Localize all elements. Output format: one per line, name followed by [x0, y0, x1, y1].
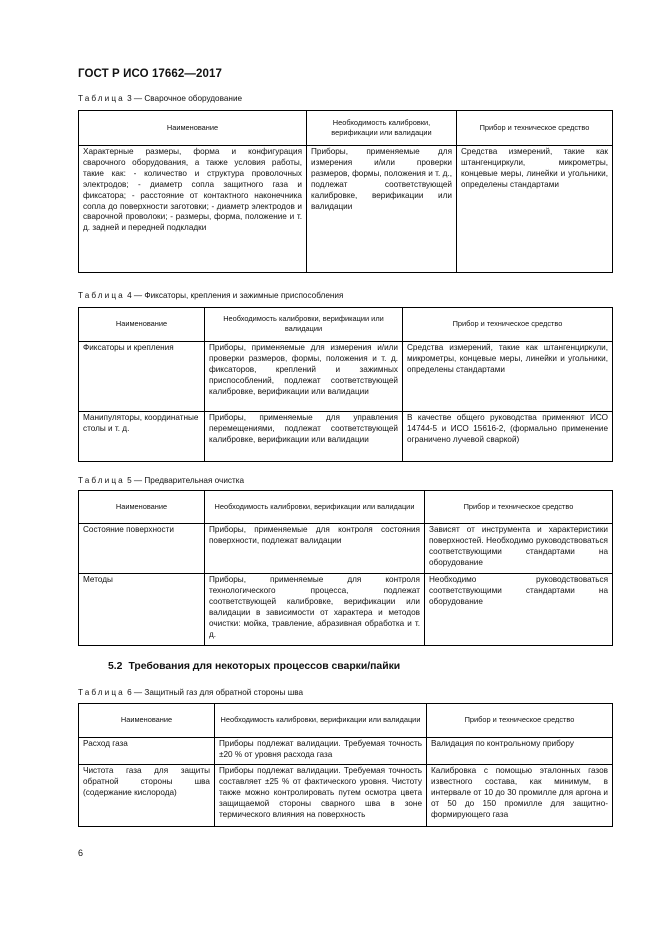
table4-header-row: [79, 308, 613, 342]
table6-header-row: [79, 704, 613, 738]
table4-row2-instrument: В качестве общего руководства применяют ИСО 14744-5 и ИСО 15616-2, (формально применение ограничено лучевой сваркой): [403, 412, 613, 462]
table-row: [79, 524, 613, 574]
table4-row2-name: Манипуляторы, координатные столы и т. д.: [79, 412, 205, 462]
table6-row2-necessity: Приборы подлежат валидации. Требуемая точность составляет ±25 % от фактического уровня. Чистоту также можно контролировать путем осмотра цвета защищаемой стороны сварного шва в зоне термического влияния на поверхность: [215, 765, 427, 827]
table3-header-instrument: Прибор и техническое средство: [457, 111, 613, 146]
table4-header-instrument: Прибор и техническое средство: [403, 308, 613, 342]
table3-caption-label: Таблица: [78, 94, 125, 103]
table6-row1-necessity: Приборы подлежат валидации. Требуемая точность ±20 % от уровня расхода газа: [215, 738, 427, 765]
table5: [78, 490, 613, 646]
table4: [78, 307, 613, 462]
table4-header-name: Наименование: [79, 308, 205, 342]
table6-row1-name: Расход газа: [79, 738, 215, 765]
table3-row1-instrument: Средства измерений, такие как штангенциркули, микрометры, концевые меры, линейки и угольники, определены стандартами: [457, 146, 613, 273]
table-row: [79, 738, 613, 765]
table3: [78, 110, 613, 273]
table5-row2-instrument: Необходимо руководствоваться соответствующими стандартами на оборудование: [425, 574, 613, 646]
table-row: [79, 765, 613, 827]
table4-caption-text: 4 — Фиксаторы, крепления и зажимные приспособления: [127, 291, 344, 300]
table5-caption-label: Таблица: [78, 476, 125, 485]
table4-row2-necessity: Приборы, применяемые для управления перемещениями, подлежат соответствующей калибровке, верификации или валидации: [205, 412, 403, 462]
table4-row1-necessity: Приборы, применяемые для измерения и/или проверки размеров, формы, положения и т. д. фиксаторов, креплений и зажимных приспособлений, подлежат соответствующей калибровке, верификации или валидации: [205, 342, 403, 412]
table6-caption-text: 6 — Защитный газ для обратной стороны шва: [127, 688, 304, 697]
table5-caption: [78, 476, 244, 485]
section-title: Требования для некоторых процессов сварки/пайки: [128, 661, 401, 672]
table3-row1-necessity: Приборы, применяемые для измерения и/или проверки размеров, формы, положения и т. д., подлежат соответствующей калибровке, верификации или валидации: [307, 146, 457, 273]
table5-header-row: [79, 491, 613, 524]
table5-header-instrument: Прибор и техническое средство: [425, 491, 613, 524]
table6-header-necessity: Необходимость калибровки, верификации или валидации: [215, 704, 427, 738]
table4-caption: [78, 291, 343, 300]
table5-row1-instrument: Зависят от инструмента и характеристики поверхностей. Необходимо руководствоваться соответствующими стандартами на оборудование: [425, 524, 613, 574]
table3-header-row: [79, 111, 613, 146]
table6-row2-instrument: Калибровка с помощью эталонных газов известного состава, как минимум, в интервале от 10 до 30 промилле для аргона и от 50 до 150 промилле для защитно-формирующего газа: [427, 765, 613, 827]
table5-row2-name: Методы: [79, 574, 205, 646]
page-number: 6: [78, 848, 84, 858]
section-number: 5.2: [108, 661, 123, 672]
table3-caption-text: 3 — Сварочное оборудование: [127, 94, 243, 103]
table3-header-necessity: Необходимость калибровки, верификации или валидации: [307, 111, 457, 146]
table4-caption-label: Таблица: [78, 291, 125, 300]
table5-row2-necessity: Приборы, применяемые для контроля технологического процесса, подлежат соответствующей калибровке, верификации или валидации в зависимости от характера и методов очистки: мойка, травление, абразивная обработка и т. д.: [205, 574, 425, 646]
table5-header-name: Наименование: [79, 491, 205, 524]
table5-caption-text: 5 — Предварительная очистка: [127, 476, 245, 485]
section-heading: [108, 661, 400, 672]
table6-row2-name: Чистота газа для защиты обратной стороны шва (содержание кислорода): [79, 765, 215, 827]
table4-row1-name: Фиксаторы и крепления: [79, 342, 205, 412]
table3-header-name: Наименование: [79, 111, 307, 146]
table4-row1-instrument: Средства измерений, такие как штангенциркули, микрометры, концевые меры, линейки и угольники, определены стандартами: [403, 342, 613, 412]
table-row: [79, 412, 613, 462]
table6-caption-label: Таблица: [78, 688, 125, 697]
table5-row1-name: Состояние поверхности: [79, 524, 205, 574]
table5-row1-necessity: Приборы, применяемые для контроля состояния поверхности, подлежат валидации: [205, 524, 425, 574]
table-row: [79, 574, 613, 646]
table6-header-name: Наименование: [79, 704, 215, 738]
table5-header-necessity: Необходимость калибровки, верификации или валидации: [205, 491, 425, 524]
table6: [78, 703, 613, 827]
table-row: [79, 342, 613, 412]
table3-caption: [78, 94, 242, 103]
table4-header-necessity: Необходимость калибровки, верификации или валидации: [205, 308, 403, 342]
table6-header-instrument: Прибор и техническое средство: [427, 704, 613, 738]
table6-caption: [78, 688, 303, 697]
table6-row1-instrument: Валидация по контрольному прибору: [427, 738, 613, 765]
table-row: [79, 146, 613, 273]
document-header: ГОСТ Р ИСО 17662—2017: [78, 68, 223, 80]
table3-row1-name: Характерные размеры, форма и конфигурация сварочного оборудования, а также условия работы, такие как: - количество и структура проволочных электродов; - диаметр сопла защитного газа и фиксатора; - расстояние от контактного наконечника сопла до поверхности заготовки; - диаметр электродов и сварочной проволоки; - размеры, форма, положение и т. д. задней и передней подкладки: [79, 146, 307, 273]
